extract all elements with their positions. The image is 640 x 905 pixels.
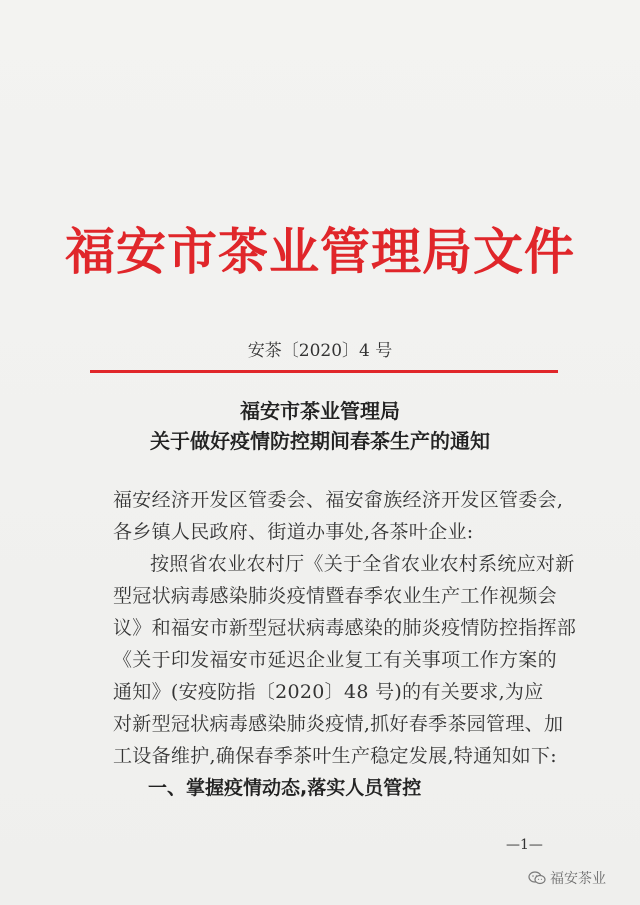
watermark-text: 福安茶业 bbox=[550, 871, 606, 887]
body-line: 各乡镇人民政府、街道办事处,各茶叶企业: bbox=[113, 521, 474, 543]
body-line: 通知》(安疫防指〔2020〕48 号)的有关要求,为应 bbox=[113, 681, 544, 703]
page-number: —1— bbox=[506, 837, 543, 853]
watermark bbox=[528, 866, 606, 890]
body-line: 福安经济开发区管委会、福安畲族经济开发区管委会, bbox=[113, 489, 564, 511]
body-line: 型冠状病毒感染肺炎疫情暨春季农业生产工作视频会 bbox=[113, 585, 557, 607]
wechat-icon bbox=[528, 871, 546, 885]
body-line: 对新型冠状病毒感染肺炎疫情,抓好春季茶园管理、加 bbox=[113, 713, 564, 735]
body-line: 《关于印发福安市延迟企业复工有关事项工作方案的 bbox=[113, 649, 557, 671]
body-line: 按照省农业农村厅《关于全省农业农村系统应对新 bbox=[150, 553, 575, 575]
section-heading: 一、掌握疫情动态,落实人员管控 bbox=[148, 777, 422, 799]
document-number: 安茶〔2020〕4 号 bbox=[247, 341, 393, 361]
red-divider bbox=[90, 370, 558, 373]
body-line: 议》和福安市新型冠状病毒感染的肺炎疫情防控指挥部 bbox=[113, 617, 577, 639]
body-line: 工设备维护,确保春季茶叶生产稳定发展,特通知如下: bbox=[113, 745, 557, 767]
notice-title-line1: 福安市茶业管理局 bbox=[240, 399, 400, 423]
issuer-title: 福安市茶业管理局文件 bbox=[65, 222, 575, 281]
notice-title-line2: 关于做好疫情防控期间春茶生产的通知 bbox=[150, 429, 490, 453]
